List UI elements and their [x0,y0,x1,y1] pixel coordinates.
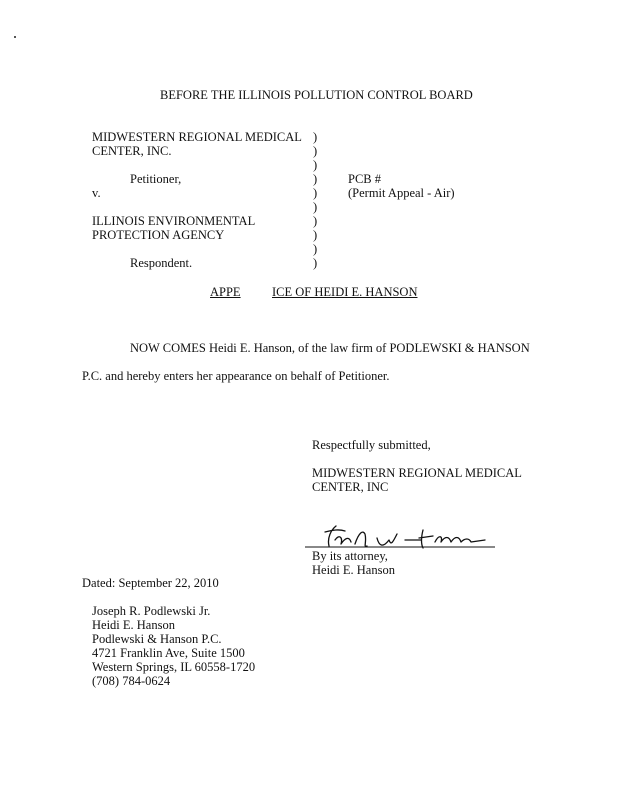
contact-line-3: Podlewski & Hanson P.C. [92,632,222,646]
caption-paren: ) [313,200,318,214]
contact-line-5: Western Springs, IL 60558-1720 [92,660,256,674]
caption-paren: ) [313,256,318,270]
versus-label: v. [92,186,101,200]
case-number: PCB # [348,172,382,186]
board-title: BEFORE THE ILLINOIS POLLUTION CONTROL BOARD [160,88,473,102]
signer-name: Heidi E. Hanson [312,563,395,577]
dated-line: Dated: September 22, 2010 [82,576,219,590]
caption-paren: ) [313,228,318,242]
contact-line-6: (708) 784-0624 [92,674,171,688]
contact-line-1: Joseph R. Podlewski Jr. [92,604,211,618]
caption-paren: ) [313,130,318,144]
caption-paren: ) [313,172,318,186]
petitioner-role: Petitioner, [130,172,182,186]
appearance-heading-part2: ICE OF HEIDI E. HANSON [272,285,418,299]
caption-paren: ) [313,186,318,200]
contact-line-4: 4721 Franklin Ave, Suite 1500 [92,646,245,660]
contact-line-2: Heidi E. Hanson [92,618,175,632]
caption-paren: ) [313,144,318,158]
by-attorney-text: By its attorney, [312,549,388,563]
organization-line2: CENTER, INC [312,480,389,494]
organization-line1: MIDWESTERN REGIONAL MEDICAL [312,466,522,480]
caption-paren: ) [313,158,318,172]
caption-paren: ) [313,242,318,256]
body-line-2: P.C. and hereby enters her appearance on behalf of Petitioner. [82,369,390,383]
appearance-heading-part1: APPE [210,285,241,299]
case-type: (Permit Appeal - Air) [348,186,455,200]
caption-paren: ) [313,214,318,228]
respondent-name-line2: PROTECTION AGENCY [92,228,225,242]
closing-text: Respectfully submitted, [312,438,431,452]
respondent-role: Respondent. [130,256,193,270]
respondent-name-line1: ILLINOIS ENVIRONMENTAL [92,214,256,228]
body-line-1: NOW COMES Heidi E. Hanson, of the law firm of PODLEWSKI & HANSON [130,341,530,355]
scan-speck [14,36,16,38]
petitioner-name-line1: MIDWESTERN REGIONAL MEDICAL [92,130,302,144]
petitioner-name-line2: CENTER, INC. [92,144,172,158]
